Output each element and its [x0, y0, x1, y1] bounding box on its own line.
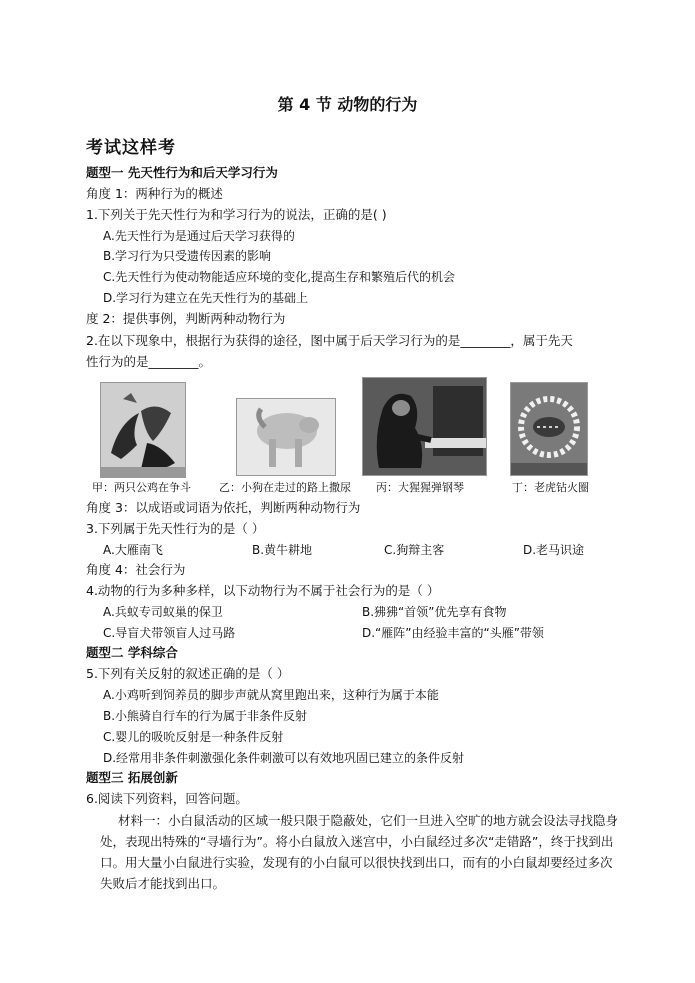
q5-option-b: B.小熊骑自行车的行为属于非条件反射	[103, 709, 308, 723]
q1-option-c: C.先天性行为使动物能适应环境的变化,提高生存和繁殖后代的机会	[103, 270, 456, 284]
angle2-label: 度 2：提供事例，判断两种动物行为	[86, 311, 286, 326]
q3-stem: 3.下列属于先天性行为的是（ ）	[86, 521, 265, 536]
q3-option-a: A.大雁南飞	[103, 543, 163, 557]
q5-stem: 5.下列有关反射的叙述正确的是（ ）	[86, 666, 290, 681]
type1-heading: 题型一 先天性行为和后天学习行为	[86, 165, 278, 180]
caption-tiger: 丁：老虎钻火圈	[512, 481, 589, 494]
q1-stem: 1.下列关于先天性行为和学习行为的说法，正确的是( )	[86, 207, 387, 222]
q6-material: 材料一：小白鼠活动的区域一般只限于隐蔽处，它们一旦进入空旷的地方就会设法寻找隐身处，表现出特殊的“寻墙行为”。将小白鼠放入迷宫中，小白鼠经过多次“走错路”，终于找到出口。用大量小白鼠进行实验，发现有的小白鼠可以很快找到出口，而有的小白鼠却要经过多次失败后才能找到出口。	[100, 813, 619, 891]
q3-option-b: B.黄牛耕地	[252, 543, 313, 557]
angle1-label: 角度 1：两种行为的概述	[86, 186, 223, 201]
caption-chimpanzee: 丙：大猩猩弹钢琴	[376, 481, 464, 494]
q4-option-c: C.导盲犬带领盲人过马路	[103, 626, 236, 640]
q1-option-b: B.学习行为只受遗传因素的影响	[103, 249, 272, 263]
type2-heading: 题型二 学科综合	[86, 645, 178, 660]
chimpanzee-piano-photo	[362, 377, 487, 476]
tiger-fire-ring-photo	[510, 382, 588, 476]
q1-option-a: A.先天性行为是通过后天学习获得的	[103, 229, 295, 243]
q5-option-d: D.经常用非条件刺激强化条件刺激可以有效地巩固已建立的条件反射	[103, 751, 465, 765]
type3-heading: 题型三 拓展创新	[86, 770, 178, 785]
q1-option-d: D.学习行为建立在先天性行为的基础上	[103, 291, 309, 305]
caption-roosters: 甲：两只公鸡在争斗	[92, 481, 191, 494]
roosters-fighting-photo	[100, 382, 186, 478]
q4-option-b: B.狒狒“首领”优先享有食物	[362, 605, 507, 619]
q3-option-c: C.狗辩主客	[384, 543, 445, 557]
angle4-label: 角度 4：社会行为	[86, 562, 186, 577]
dog-photo	[236, 398, 336, 476]
page-title: 第 4 节 动物的行为	[277, 95, 418, 114]
caption-dog: 乙：小狗在走过的路上撒尿	[219, 481, 351, 494]
q2-stem-line1: 2.在以下现象中，根据行为获得的途径，图中属于后天学习行为的是________，属于先天	[86, 333, 573, 348]
q5-option-c: C.婴儿的吸吮反射是一种条件反射	[103, 730, 284, 744]
q4-stem: 4.动物的行为多种多样，以下动物行为不属于社会行为的是（ ）	[86, 583, 440, 598]
q3-option-d: D.老马识途	[523, 543, 585, 557]
q4-option-d: D.“雁阵”由经验丰富的“头雁”带领	[362, 626, 544, 640]
q5-option-a: A.小鸡听到饲养员的脚步声就从窝里跑出来，这种行为属于本能	[103, 688, 439, 702]
q4-option-a: A.兵蚁专司蚁巢的保卫	[103, 605, 223, 619]
angle3-label: 角度 3：以成语或词语为依托，判断两种动物行为	[86, 500, 361, 515]
section-heading: 考试这样考	[86, 138, 176, 158]
q2-stem-line2: 性行为的是________。	[86, 354, 212, 369]
q6-stem: 6.阅读下列资料，回答问题。	[86, 791, 248, 806]
